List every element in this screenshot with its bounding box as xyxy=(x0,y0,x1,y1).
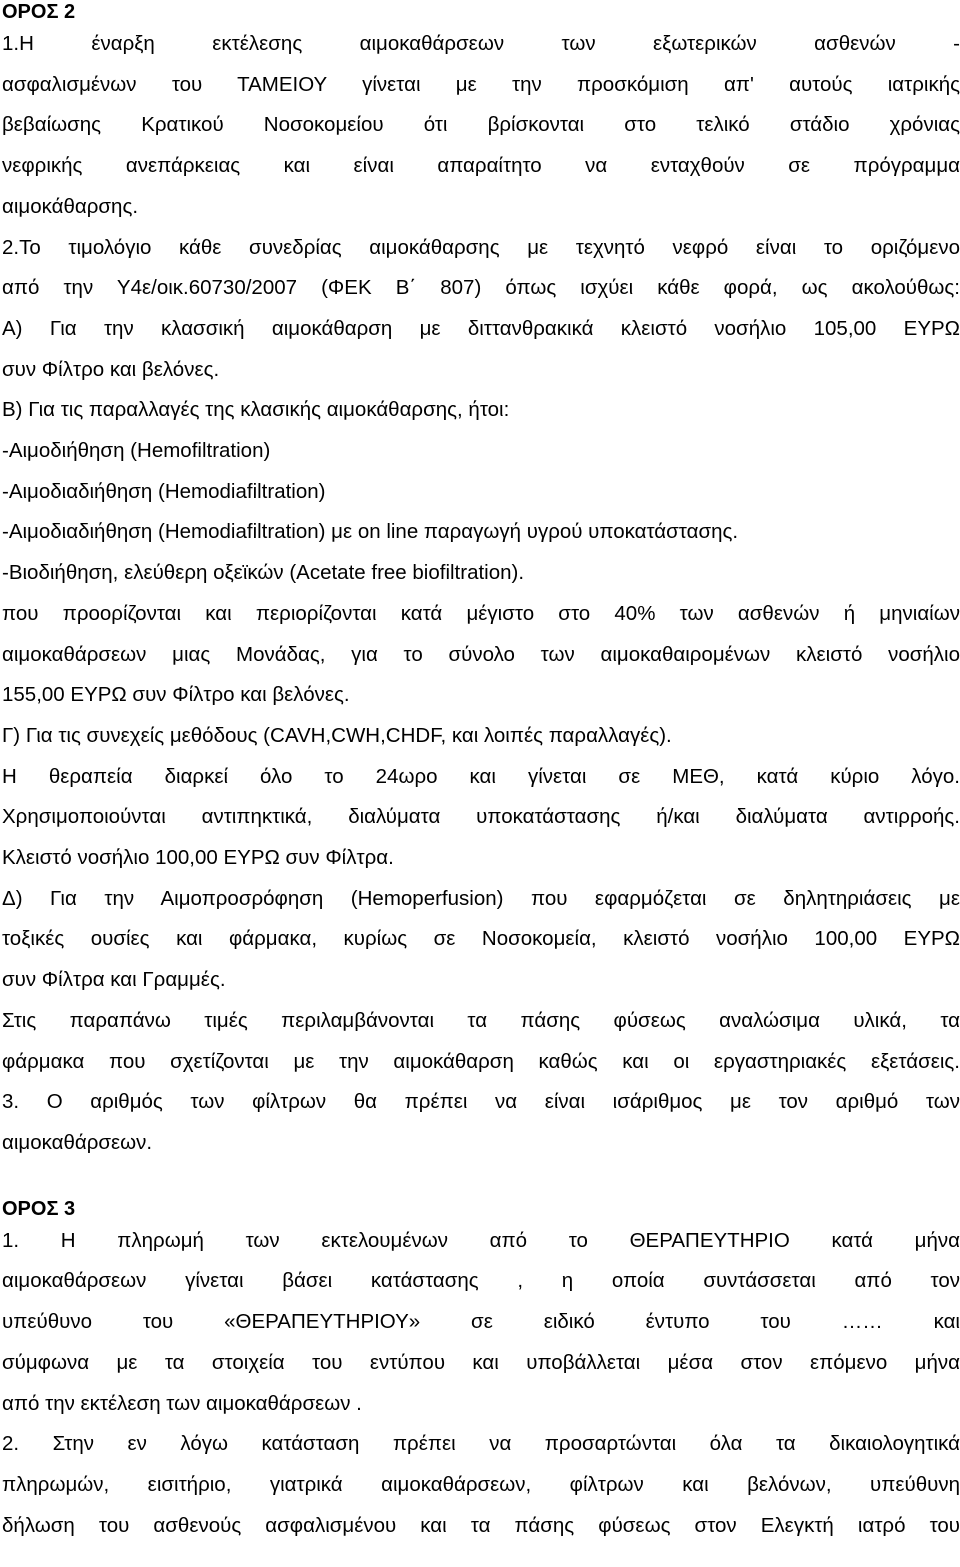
text-line: βεβαίωσης Κρατικού Νοσοκομείου ότι βρίσκονται στο τελικό στάδιο χρόνιας xyxy=(2,113,960,137)
text-line: Στις παραπάνω τιμές περιλαμβάνονται τα πάσης φύσεως αναλώσιμα υλικά, τα xyxy=(2,1008,960,1032)
text-line: 2.Το τιμολόγιο κάθε συνεδρίας αιμοκάθαρσης με τεχνητό νεφρό είναι το οριζόμενο xyxy=(2,235,960,259)
section-spacer xyxy=(2,1164,960,1197)
heading-oros-2: ΟΡΟΣ 2 xyxy=(2,1,76,23)
text-line: Γ) Για τις συνεχείς μεθόδους (CAVH,CWH,CHDF, και λοιπές παραλλαγές). xyxy=(2,723,672,747)
text-line: συν Φίλτρο και βελόνες. xyxy=(2,357,220,381)
text-line: 155,00 ΕΥΡΩ συν Φίλτρο και βελόνες. xyxy=(2,683,350,707)
text-line: από την Υ4ε/οικ.60730/2007 (ΦΕΚ Β΄ 807) όπως ισχύει κάθε φορά, ως ακολούθως: xyxy=(2,276,960,300)
text-line: από την εκτέλεση των αιμοκαθάρσεων . xyxy=(2,1391,362,1415)
text-line: 2. Στην εν λόγω κατάσταση πρέπει να προσαρτώνται όλα τα δικαιολογητικά xyxy=(2,1432,960,1456)
section-oros-3-body xyxy=(2,1221,960,1547)
text-line: ασφαλισμένων του ΤΑΜΕΙΟΥ γίνεται με την προσκόμιση απ' αυτούς ιατρικής xyxy=(2,72,960,96)
text-line: δήλωση του ασθενούς ασφαλισμένου και τα πάσης φύσεως στον Ελεγκτή ιατρό του xyxy=(2,1513,960,1537)
text-line: φάρμακα που σχετίζονται με την αιμοκάθαρση καθώς και οι εργαστηριακές εξετάσεις. xyxy=(2,1049,960,1073)
text-line: τοξικές ουσίες και φάρμακα, κυρίως σε Νοσοκομεία, κλειστό νοσήλιο 100,00 ΕΥΡΩ xyxy=(2,927,960,951)
text-line: συν Φίλτρα και Γραμμές. xyxy=(2,968,226,992)
text-line: που προορίζονται και περιορίζονται κατά μέγιστο στο 40% των ασθενών ή μηνιαίων xyxy=(2,601,960,625)
section-oros-2-body xyxy=(2,24,960,1164)
text-line: σύμφωνα με τα στοιχεία του εντύπου και υποβάλλεται μέσα στον επόμενο μήνα xyxy=(2,1350,960,1374)
text-line: 1. Η πληρωμή των εκτελουμένων από το ΘΕΡΑΠΕΥΤΗΡΙΟ κατά μήνα xyxy=(2,1228,960,1252)
text-line: -Αιμοδιαδιήθηση (Hemodiafiltration) με on line παραγωγή υγρού υποκατάστασης. xyxy=(2,520,739,544)
text-line: Χρησιμοποιούνται αντιπηκτικά, διαλύματα υποκατάστασης ή/και διαλύματα αντιρροής. xyxy=(2,805,960,829)
text-line: υπεύθυνο του «ΘΕΡΑΠΕΥΤΗΡΙΟΥ» σε ειδικό έντυπο του …… και xyxy=(2,1310,960,1334)
text-line: Β) Για τις παραλλαγές της κλασικής αιμοκάθαρσης, ήτοι: xyxy=(2,398,510,422)
text-line: Η θεραπεία διαρκεί όλο το 24ωρο και γίνεται σε ΜΕΘ, κατά κύριο λόγο. xyxy=(2,764,960,788)
heading-oros-3: ΟΡΟΣ 3 xyxy=(2,1197,76,1220)
text-line: 1.Η έναρξη εκτέλεσης αιμοκαθάρσεων των εξωτερικών ασθενών - xyxy=(2,32,960,55)
text-line: -Αιμοδιαδιήθηση (Hemodiafiltration) xyxy=(2,479,326,503)
text-line: νεφρικής ανεπάρκειας και είναι απαραίτητο να ενταχθούν σε πρόγραμμα xyxy=(2,154,960,178)
text-line: 3. Ο αριθμός των φίλτρων θα πρέπει να είναι ισάριθμος με τον αριθμό των xyxy=(2,1090,960,1114)
text-line: αιμοκάθαρσης. xyxy=(2,194,139,218)
text-line: αιμοκαθάρσεων. xyxy=(2,1130,153,1154)
text-line: πληρωμών, εισιτήριο, γιατρικά αιμοκαθάρσεων, φίλτρων και βελόνων, υπεύθυνη xyxy=(2,1472,960,1496)
text-line: -Βιοδιήθηση, ελεύθερη οξεϊκών (Acetate free biofiltration). xyxy=(2,561,525,585)
text-line: Δ) Για την Αιμοπροσρόφηση (Hemoperfusion) που εφαρμόζεται σε δηλητηριάσεις με xyxy=(2,886,960,910)
text-line: αιμοκαθάρσεων γίνεται βάσει κατάστασης , η οποία συντάσσεται από τον xyxy=(2,1269,960,1293)
text-line: Α) Για την κλασσική αιμοκάθαρση με διττανθρακικά κλειστό νοσήλιο 105,00 ΕΥΡΩ xyxy=(2,316,960,340)
text-line: αιμοκαθάρσεων μιας Μονάδας, για το σύνολο των αιμοκαθαιρομένων κλειστό νοσήλιο xyxy=(2,642,960,666)
text-line: Κλειστό νοσήλιο 100,00 ΕΥΡΩ συν Φίλτρα. xyxy=(2,846,394,870)
text-line: -Αιμοδιήθηση (Hemofiltration) xyxy=(2,439,271,463)
